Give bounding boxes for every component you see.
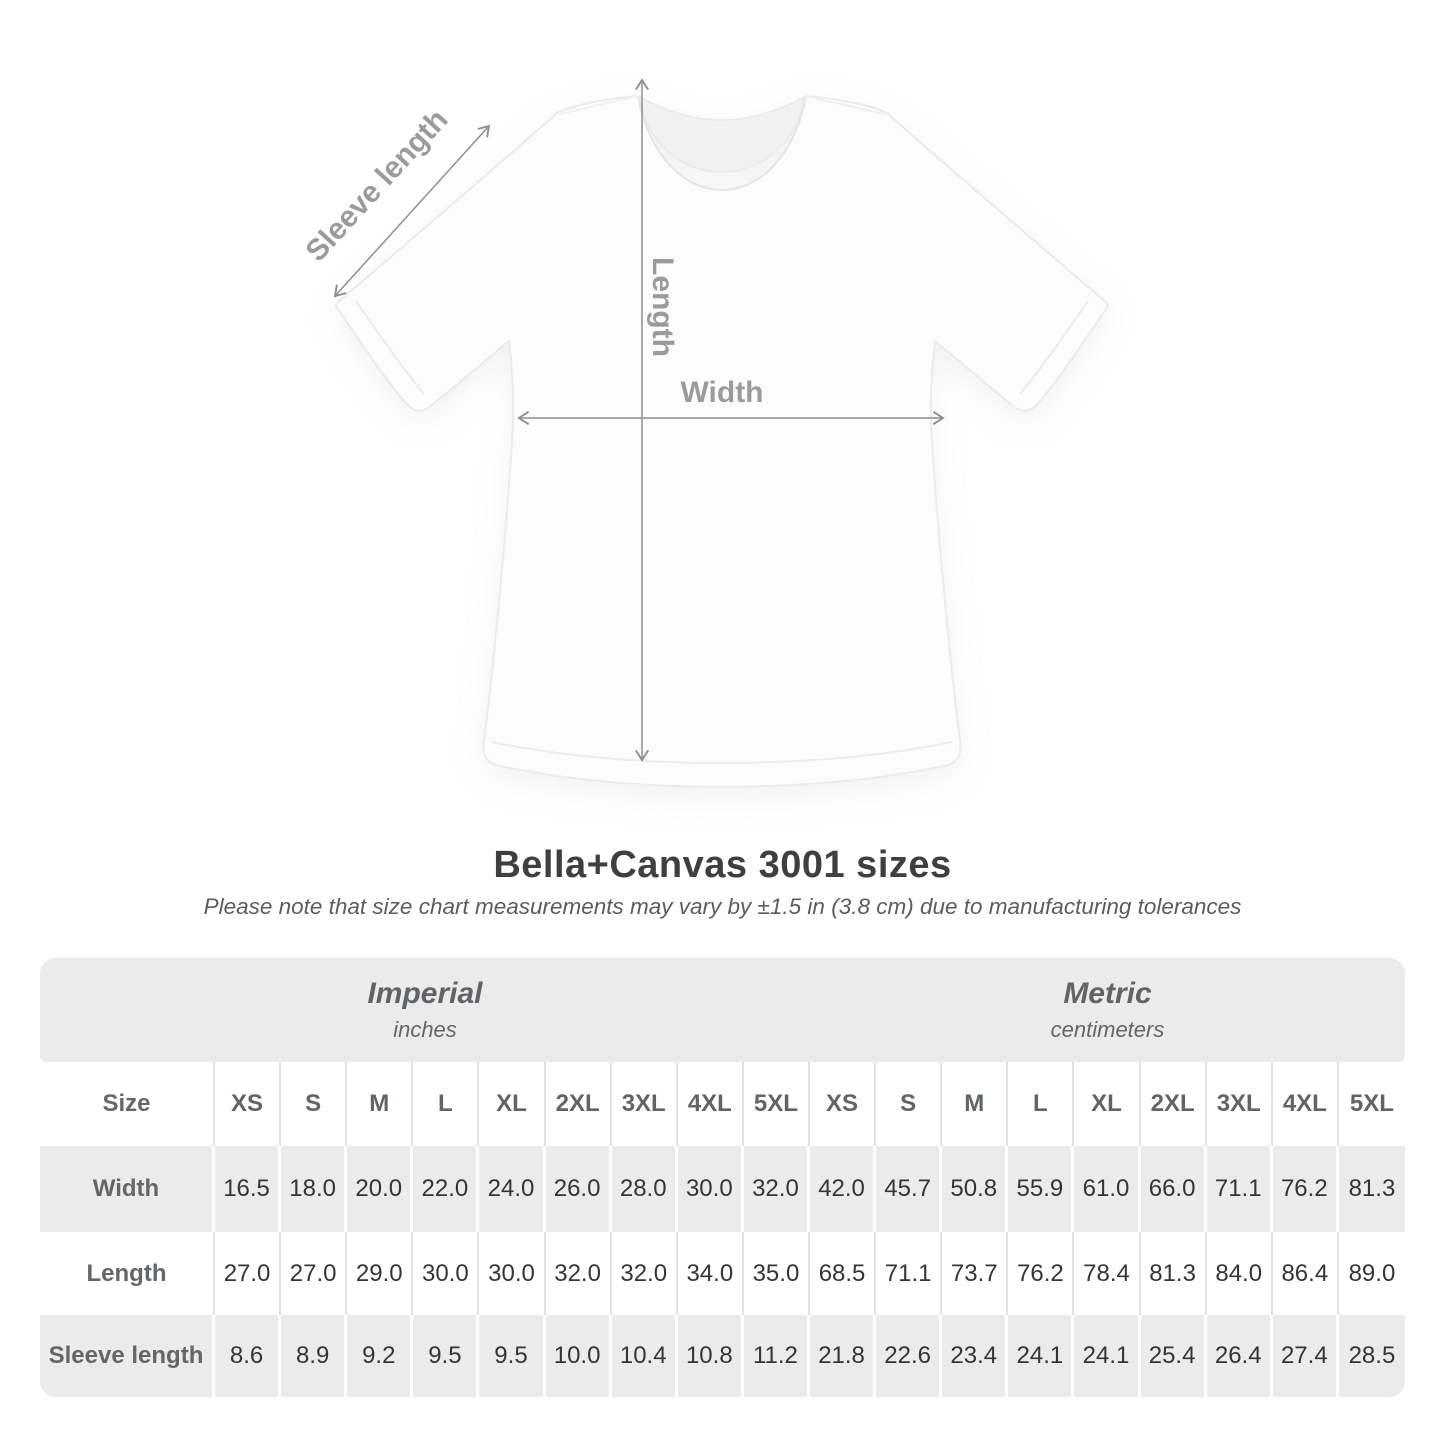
measurement-cell: 50.8 xyxy=(942,1146,1008,1232)
measurement-cell: 32.0 xyxy=(546,1232,612,1315)
sleeve-length-label: Sleeve length xyxy=(299,103,455,269)
measurement-cell: 55.9 xyxy=(1008,1146,1074,1232)
measurement-cell: 22.0 xyxy=(413,1146,479,1232)
size-header-cell: 4XL xyxy=(678,1062,744,1146)
measurement-cell: 78.4 xyxy=(1074,1232,1140,1315)
size-table-grid xyxy=(40,1062,1405,1397)
measurement-cell: 28.5 xyxy=(1339,1315,1405,1397)
measurement-cell: 24.1 xyxy=(1008,1315,1074,1397)
measurement-cell: 26.4 xyxy=(1207,1315,1273,1397)
measurement-cell: 81.3 xyxy=(1141,1232,1207,1315)
size-header-cell: 5XL xyxy=(1339,1062,1405,1146)
size-header-cell: XS xyxy=(215,1062,281,1146)
size-header-cell: 5XL xyxy=(744,1062,810,1146)
measurement-cell: 71.1 xyxy=(1207,1146,1273,1232)
size-header-cell: 3XL xyxy=(1207,1062,1273,1146)
imperial-header xyxy=(40,977,810,1043)
measurement-cell: 73.7 xyxy=(942,1232,1008,1315)
measurement-cell: 9.2 xyxy=(347,1315,413,1397)
size-header-cell: L xyxy=(413,1062,479,1146)
measurement-cell: 10.8 xyxy=(678,1315,744,1397)
width-label: Width xyxy=(680,376,764,409)
measurement-cell: 18.0 xyxy=(281,1146,347,1232)
measurement-cell: 42.0 xyxy=(810,1146,876,1232)
imperial-unit: inches xyxy=(393,1017,457,1042)
measurement-cell: 10.0 xyxy=(546,1315,612,1397)
size-header-cell: 4XL xyxy=(1273,1062,1339,1146)
row-label: Sleeve length xyxy=(40,1315,215,1397)
measurement-cell: 66.0 xyxy=(1141,1146,1207,1232)
measurement-cell: 28.0 xyxy=(612,1146,678,1232)
size-header-cell: 2XL xyxy=(546,1062,612,1146)
length-label: Length xyxy=(646,257,679,357)
size-header-cell: S xyxy=(281,1062,347,1146)
size-header-cell: XL xyxy=(479,1062,545,1146)
size-header-cell: M xyxy=(942,1062,1008,1146)
measurement-cell: 86.4 xyxy=(1273,1232,1339,1315)
measurement-cell: 16.5 xyxy=(215,1146,281,1232)
measurement-cell: 35.0 xyxy=(744,1232,810,1315)
size-table xyxy=(40,958,1405,1397)
tshirt-body xyxy=(336,96,1108,787)
page-subtitle: Please note that size chart measurements may vary by ±1.5 in (3.8 cm) due to manufacturing tolerances xyxy=(203,894,1242,919)
measurement-cell: 8.6 xyxy=(215,1315,281,1397)
measurement-cell: 68.5 xyxy=(810,1232,876,1315)
size-header-cell: L xyxy=(1008,1062,1074,1146)
measurement-cell: 27.4 xyxy=(1273,1315,1339,1397)
measurement-cell: 21.8 xyxy=(810,1315,876,1397)
measurement-cell: 27.0 xyxy=(281,1232,347,1315)
metric-header xyxy=(810,977,1405,1043)
size-header-cell: XS xyxy=(810,1062,876,1146)
measurement-cell: 76.2 xyxy=(1273,1146,1339,1232)
row-label: Length xyxy=(40,1232,215,1315)
size-header-cell: S xyxy=(876,1062,942,1146)
tshirt-illustration xyxy=(336,96,1108,787)
metric-title: Metric xyxy=(1063,977,1152,1010)
size-header-cell: M xyxy=(347,1062,413,1146)
measurement-cell: 76.2 xyxy=(1008,1232,1074,1315)
measurement-cell: 89.0 xyxy=(1339,1232,1405,1315)
size-header-cell: 2XL xyxy=(1141,1062,1207,1146)
measurement-cell: 24.0 xyxy=(479,1146,545,1232)
measurement-cell: 61.0 xyxy=(1074,1146,1140,1232)
measurement-cell: 9.5 xyxy=(479,1315,545,1397)
measurement-cell: 27.0 xyxy=(215,1232,281,1315)
measurement-cell: 81.3 xyxy=(1339,1146,1405,1232)
size-column-header: Size xyxy=(40,1062,215,1146)
measurement-cell: 30.0 xyxy=(413,1232,479,1315)
measurement-cell: 10.4 xyxy=(612,1315,678,1397)
measurement-cell: 25.4 xyxy=(1141,1315,1207,1397)
measurement-cell: 11.2 xyxy=(744,1315,810,1397)
measurement-cell: 22.6 xyxy=(876,1315,942,1397)
measurement-cell: 30.0 xyxy=(678,1146,744,1232)
size-header-cell: XL xyxy=(1074,1062,1140,1146)
imperial-title: Imperial xyxy=(367,977,483,1010)
measurement-cell: 23.4 xyxy=(942,1315,1008,1397)
page-title: Bella+Canvas 3001 sizes xyxy=(493,844,952,886)
measurement-cell: 34.0 xyxy=(678,1232,744,1315)
unit-header-band xyxy=(40,958,1405,1062)
measurement-cell: 8.9 xyxy=(281,1315,347,1397)
measurement-cell: 45.7 xyxy=(876,1146,942,1232)
measurement-cell: 20.0 xyxy=(347,1146,413,1232)
measurement-cell: 9.5 xyxy=(413,1315,479,1397)
measurement-cell: 32.0 xyxy=(612,1232,678,1315)
metric-unit: centimeters xyxy=(1050,1017,1165,1042)
row-label: Width xyxy=(40,1146,215,1232)
measurement-cell: 30.0 xyxy=(479,1232,545,1315)
measurement-cell: 32.0 xyxy=(744,1146,810,1232)
measurement-cell: 84.0 xyxy=(1207,1232,1273,1315)
measurement-cell: 71.1 xyxy=(876,1232,942,1315)
size-header-cell: 3XL xyxy=(612,1062,678,1146)
measurement-cell: 26.0 xyxy=(546,1146,612,1232)
measurement-cell: 29.0 xyxy=(347,1232,413,1315)
measurement-cell: 24.1 xyxy=(1074,1315,1140,1397)
